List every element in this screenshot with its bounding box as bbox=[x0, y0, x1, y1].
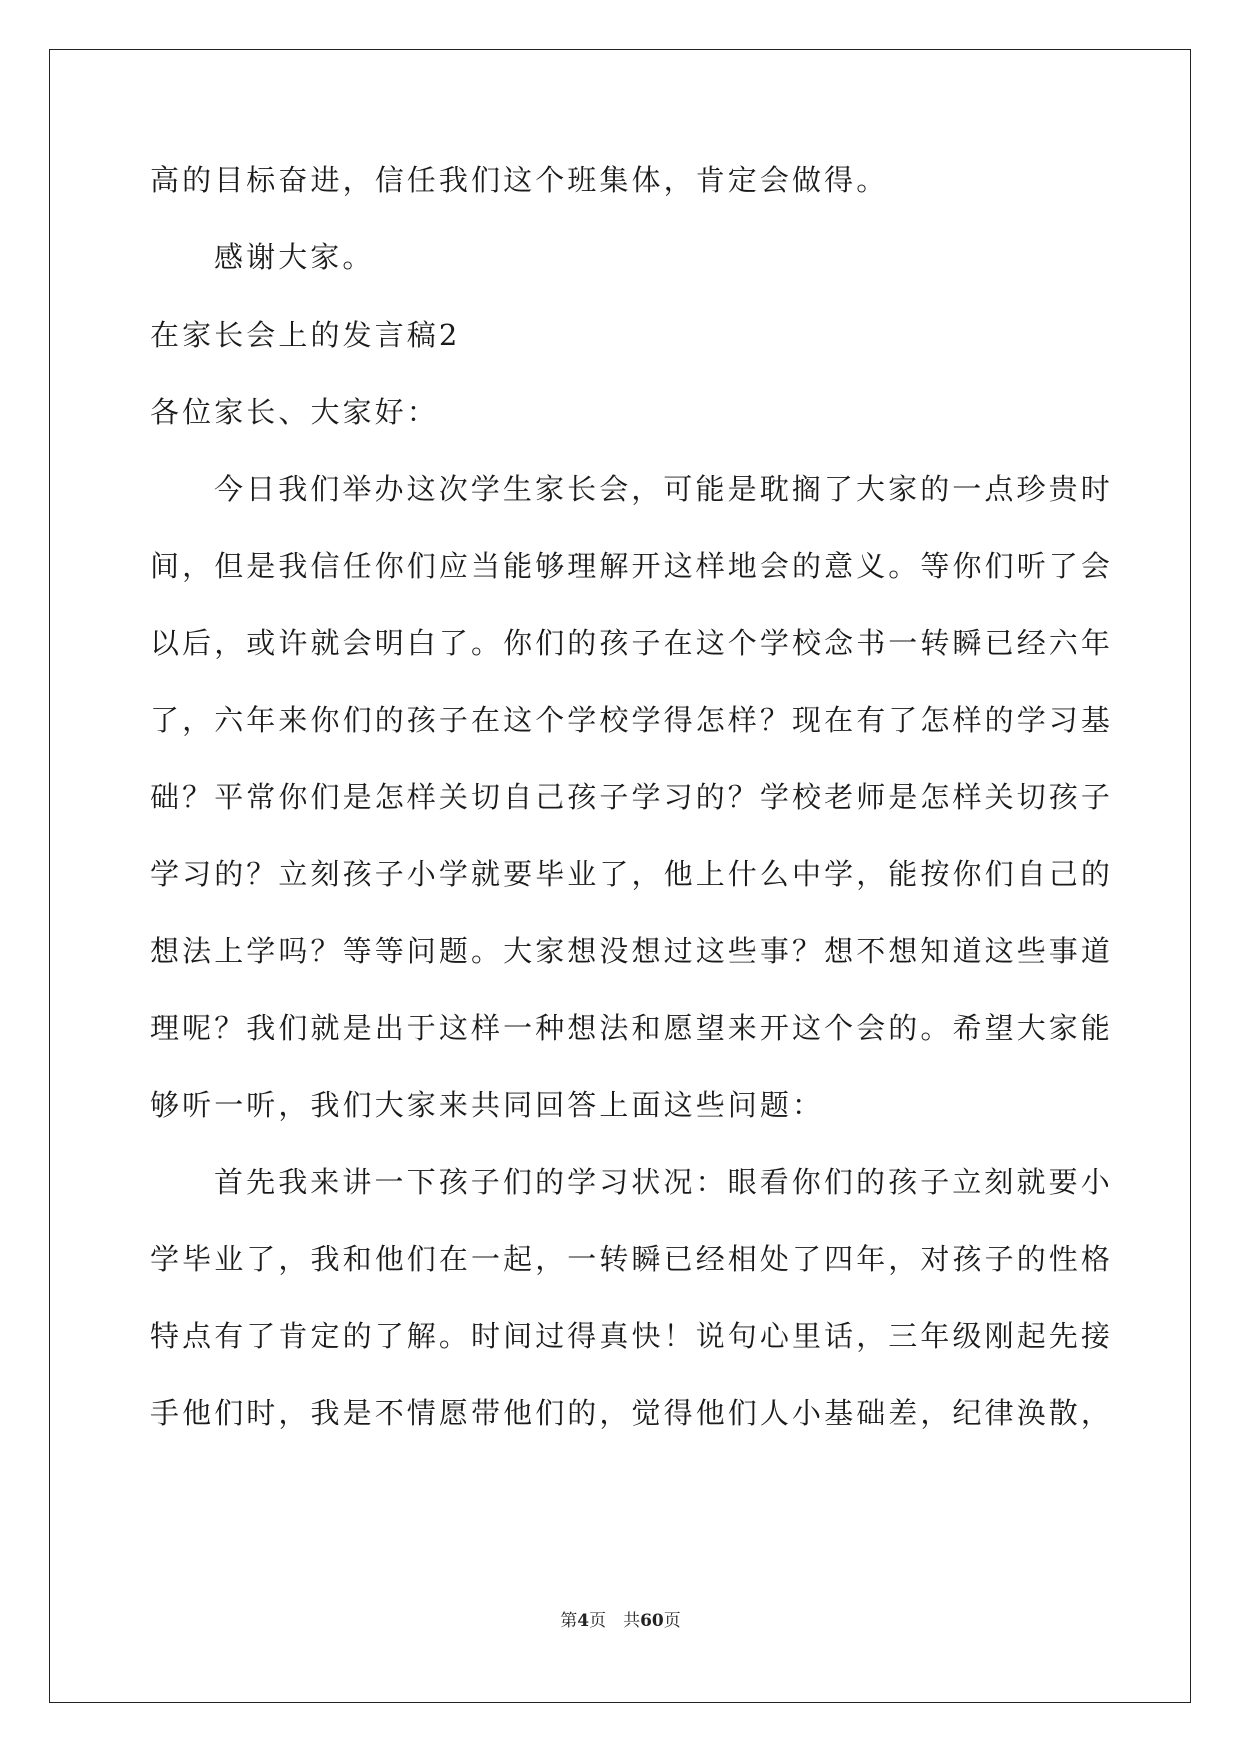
footer-prefix: 第 bbox=[560, 1611, 578, 1631]
total-page-count: 60 bbox=[640, 1611, 664, 1631]
text-line: 学习的？立刻孩子小学就要毕业了，他上什么中学，能按你们自己的 bbox=[150, 857, 1114, 891]
text-line: 学毕业了，我和他们在一起，一转瞬已经相处了四年，对孩子的性格 bbox=[150, 1242, 1114, 1276]
salutation: 各位家长、大家好： bbox=[150, 395, 439, 429]
text-line: 感谢大家。 bbox=[214, 240, 375, 274]
text-line: 手他们时，我是不情愿带他们的，觉得他们人小基础差，纪律涣散， bbox=[150, 1396, 1114, 1430]
text-line: 想法上学吗？等等问题。大家想没想过这些事？想不想知道这些事道 bbox=[150, 934, 1114, 968]
text-line: 间，但是我信任你们应当能够理解开这样地会的意义。等你们听了会 bbox=[150, 549, 1114, 583]
section-heading: 在家长会上的发言稿2 bbox=[150, 318, 461, 352]
text-line: 够听一听，我们大家来共同回答上面这些问题： bbox=[150, 1088, 825, 1122]
text-line: 特点有了肯定的了解。时间过得真快！说句心里话，三年级刚起先接 bbox=[150, 1319, 1114, 1353]
text-line: 了，六年来你们的孩子在这个学校学得怎样？现在有了怎样的学习基 bbox=[150, 703, 1114, 737]
text-line: 础？平常你们是怎样关切自己孩子学习的？学校老师是怎样关切孩子 bbox=[150, 780, 1114, 814]
text-line: 首先我来讲一下孩子们的学习状况：眼看你们的孩子立刻就要小 bbox=[214, 1165, 1113, 1199]
current-page-number: 4 bbox=[577, 1611, 590, 1631]
text-line: 理呢？我们就是出于这样一种想法和愿望来开这个会的。希望大家能 bbox=[150, 1011, 1114, 1045]
text-line: 以后，或许就会明白了。你们的孩子在这个学校念书一转瞬已经六年 bbox=[150, 626, 1114, 660]
page-number-footer bbox=[0, 1606, 1241, 1631]
text-line: 今日我们举办这次学生家长会，可能是耽搁了大家的一点珍贵时 bbox=[214, 472, 1113, 506]
footer-mid: 页 共 bbox=[589, 1611, 641, 1631]
text-line: 高的目标奋进，信任我们这个班集体，肯定会做得。 bbox=[150, 163, 889, 197]
footer-suffix: 页 bbox=[663, 1611, 681, 1631]
